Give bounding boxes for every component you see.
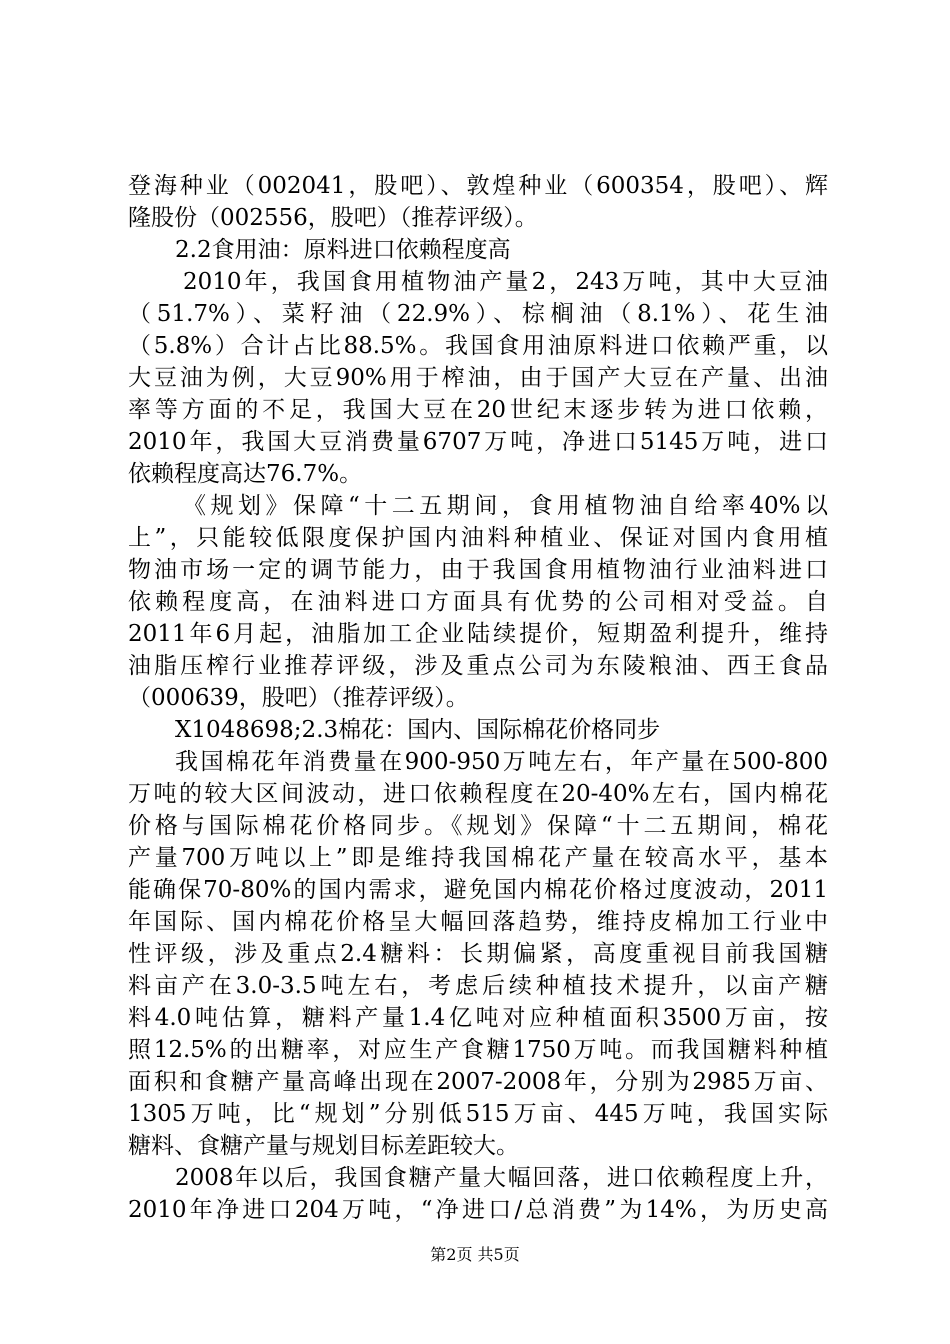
text-line: （000639，股吧）（推荐评级）。 <box>128 685 469 711</box>
text-line: 照12.5%的出糖率，对应生产食糖1750万吨。而我国糖料种植 <box>128 1037 828 1063</box>
text-line: 万吨的较大区间波动，进口依赖程度在20-40%左右，国内棉花 <box>128 781 828 807</box>
text-line: 料4.0吨估算，糖料产量1.4亿吨对应种植面积3500万亩，按 <box>128 1005 828 1031</box>
text-line: （51.7%）、菜籽油（22.9%）、棕榈油（8.1%）、花生油 <box>128 301 828 327</box>
body-text <box>128 170 828 1226</box>
text-line: 2010年净进口204万吨，“净进口/总消费”为14%，为历史高 <box>128 1197 828 1223</box>
text-line: 登海种业（002041，股吧）、敦煌种业（600354，股吧）、辉 <box>128 173 828 199</box>
text-line: 糖料、食糖产量与规划目标差距较大。 <box>128 1133 519 1159</box>
text-line: 1305万吨，比“规划”分别低515万亩、445万吨，我国实际 <box>128 1101 828 1127</box>
text-line: 上”，只能较低限度保护国内油料种植业、保证对国内食用植 <box>128 525 828 551</box>
text-line: 隆股份（002556，股吧）（推荐评级）。 <box>128 205 538 231</box>
text-line: 性评级，涉及重点2.4糖料：长期偏紧，高度重视目前我国糖 <box>128 941 828 967</box>
text-line: 物油市场一定的调节能力，由于我国食用植物油行业油料进口 <box>128 557 828 583</box>
text-line: 2011年6月起，油脂加工企业陆续提价，短期盈利提升，维持 <box>128 621 828 647</box>
text-line: 依赖程度高，在油料进口方面具有优势的公司相对受益。自 <box>128 589 828 615</box>
text-line: 2.2食用油：原料进口依赖程度高 <box>175 237 511 263</box>
text-line: 2010年，我国大豆消费量6707万吨，净进口5145万吨，进口 <box>128 429 828 455</box>
text-line: 料亩产在3.0-3.5吨左右，考虑后续种植技术提升，以亩产糖 <box>128 973 828 999</box>
text-line: X1048698;2.3棉花：国内、国际棉花价格同步 <box>175 717 661 743</box>
text-line: 价格与国际棉花价格同步。《规划》保障“十二五期间，棉花 <box>128 813 828 839</box>
text-line: 油脂压榨行业推荐评级，涉及重点公司为东陵粮油、西王食品 <box>128 653 828 679</box>
text-line: 大豆油为例，大豆90%用于榨油，由于国产大豆在产量、出油 <box>128 365 828 391</box>
text-line: 产量700万吨以上”即是维持我国棉花产量在较高水平，基本 <box>128 845 828 871</box>
text-line: 依赖程度高达76.7%。 <box>128 461 363 487</box>
text-line: 面积和食糖产量高峰出现在2007-2008年，分别为2985万亩、 <box>128 1069 828 1095</box>
text-line: 2008年以后，我国食糖产量大幅回落，进口依赖程度上升， <box>175 1165 828 1191</box>
text-line: 率等方面的不足，我国大豆在20世纪末逐步转为进口依赖， <box>128 397 828 423</box>
text-line: 我国棉花年消费量在900-950万吨左右，年产量在500-800 <box>175 749 828 775</box>
text-line: 2010年，我国食用植物油产量2，243万吨，其中大豆油 <box>183 269 828 295</box>
text-line: 能确保70-80%的国内需求，避免国内棉花价格过度波动，2011 <box>128 877 828 903</box>
text-line: 年国际、国内棉花价格呈大幅回落趋势，维持皮棉加工行业中 <box>128 909 828 935</box>
text-line: 《规划》保障“十二五期间，食用植物油自给率40%以 <box>183 493 828 519</box>
text-line: （5.8%）合计占比88.5%。我国食用油原料进口依赖严重，以 <box>128 333 828 359</box>
page-footer: 第2页 共5页 <box>430 1245 520 1264</box>
